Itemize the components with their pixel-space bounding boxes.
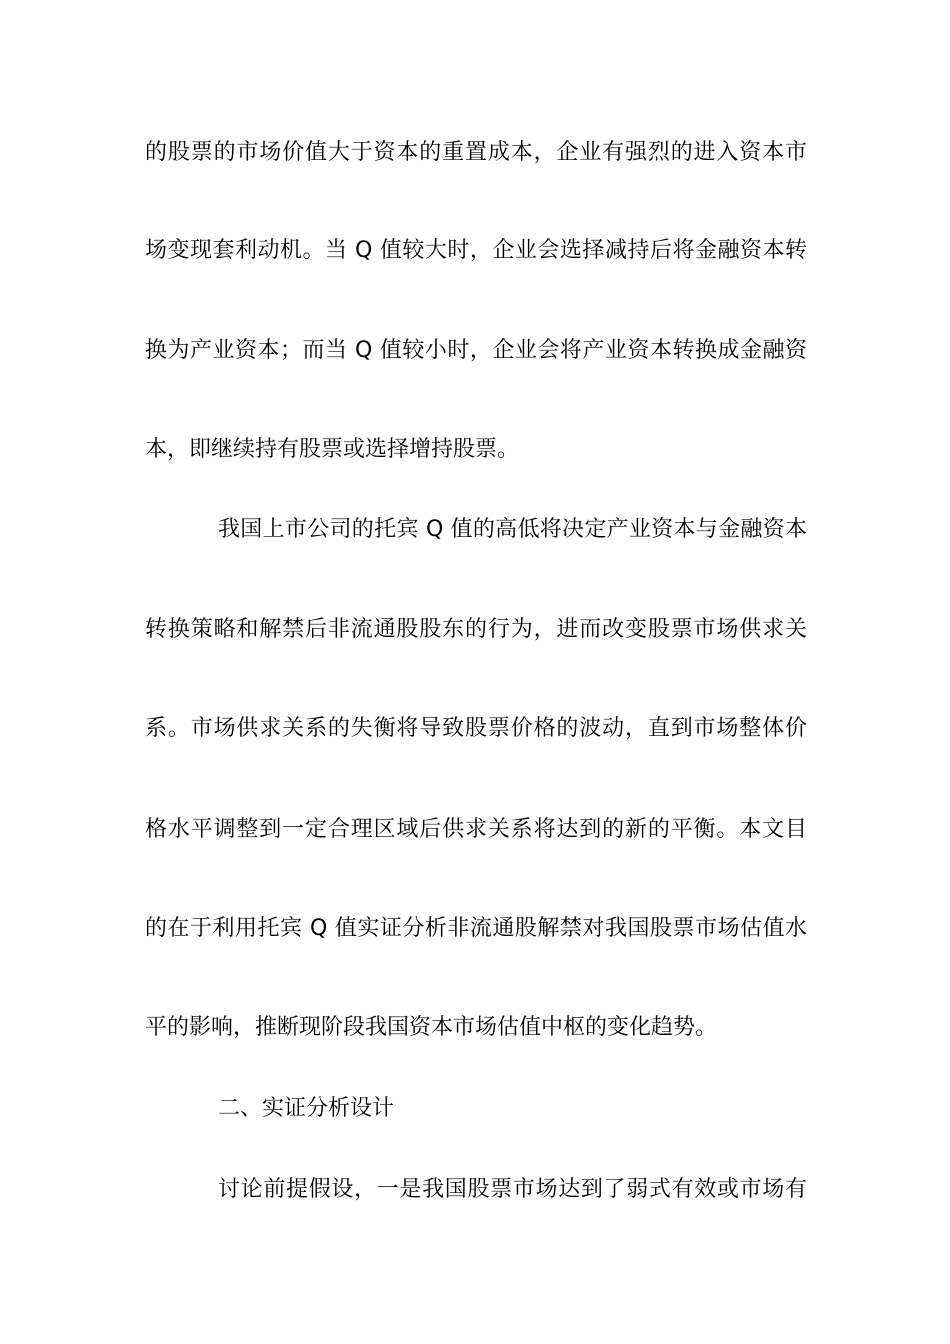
section-heading: 二、实证分析设计 bbox=[218, 1096, 395, 1121]
paragraph-line: 平的影响，推断现阶段我国资本市场估值中枢的变化趋势。 bbox=[145, 1015, 718, 1040]
paragraph-line: 换为产业资本；而当 Q 值较小时，企业会将产业资本转换成金融资 bbox=[145, 338, 807, 363]
paragraph-line: 的在于利用托宾 Q 值实证分析非流通股解禁对我国股票市场估值水 bbox=[145, 916, 807, 941]
paragraph-line: 我国上市公司的托宾 Q 值的高低将决定产业资本与金融资本 bbox=[218, 517, 807, 542]
paragraph-line: 系。市场供求关系的失衡将导致股票价格的波动，直到市场整体价 bbox=[145, 716, 807, 741]
paragraph-line: 格水平调整到一定合理区域后供求关系将达到的新的平衡。本文目 bbox=[145, 817, 807, 842]
paragraph-line: 本，即继续持有股票或选择增持股票。 bbox=[145, 437, 520, 462]
paragraph-line: 讨论前提假设，一是我国股票市场达到了弱式有效或市场有 bbox=[218, 1177, 807, 1202]
paragraph-line: 的股票的市场价值大于资本的重置成本，企业有强烈的进入资本市 bbox=[145, 140, 807, 165]
paragraph-line: 转换策略和解禁后非流通股股东的行为，进而改变股票市场供求关 bbox=[145, 617, 807, 642]
paragraph-line: 场变现套利动机。当 Q 值较大时，企业会选择减持后将金融资本转 bbox=[145, 238, 807, 263]
